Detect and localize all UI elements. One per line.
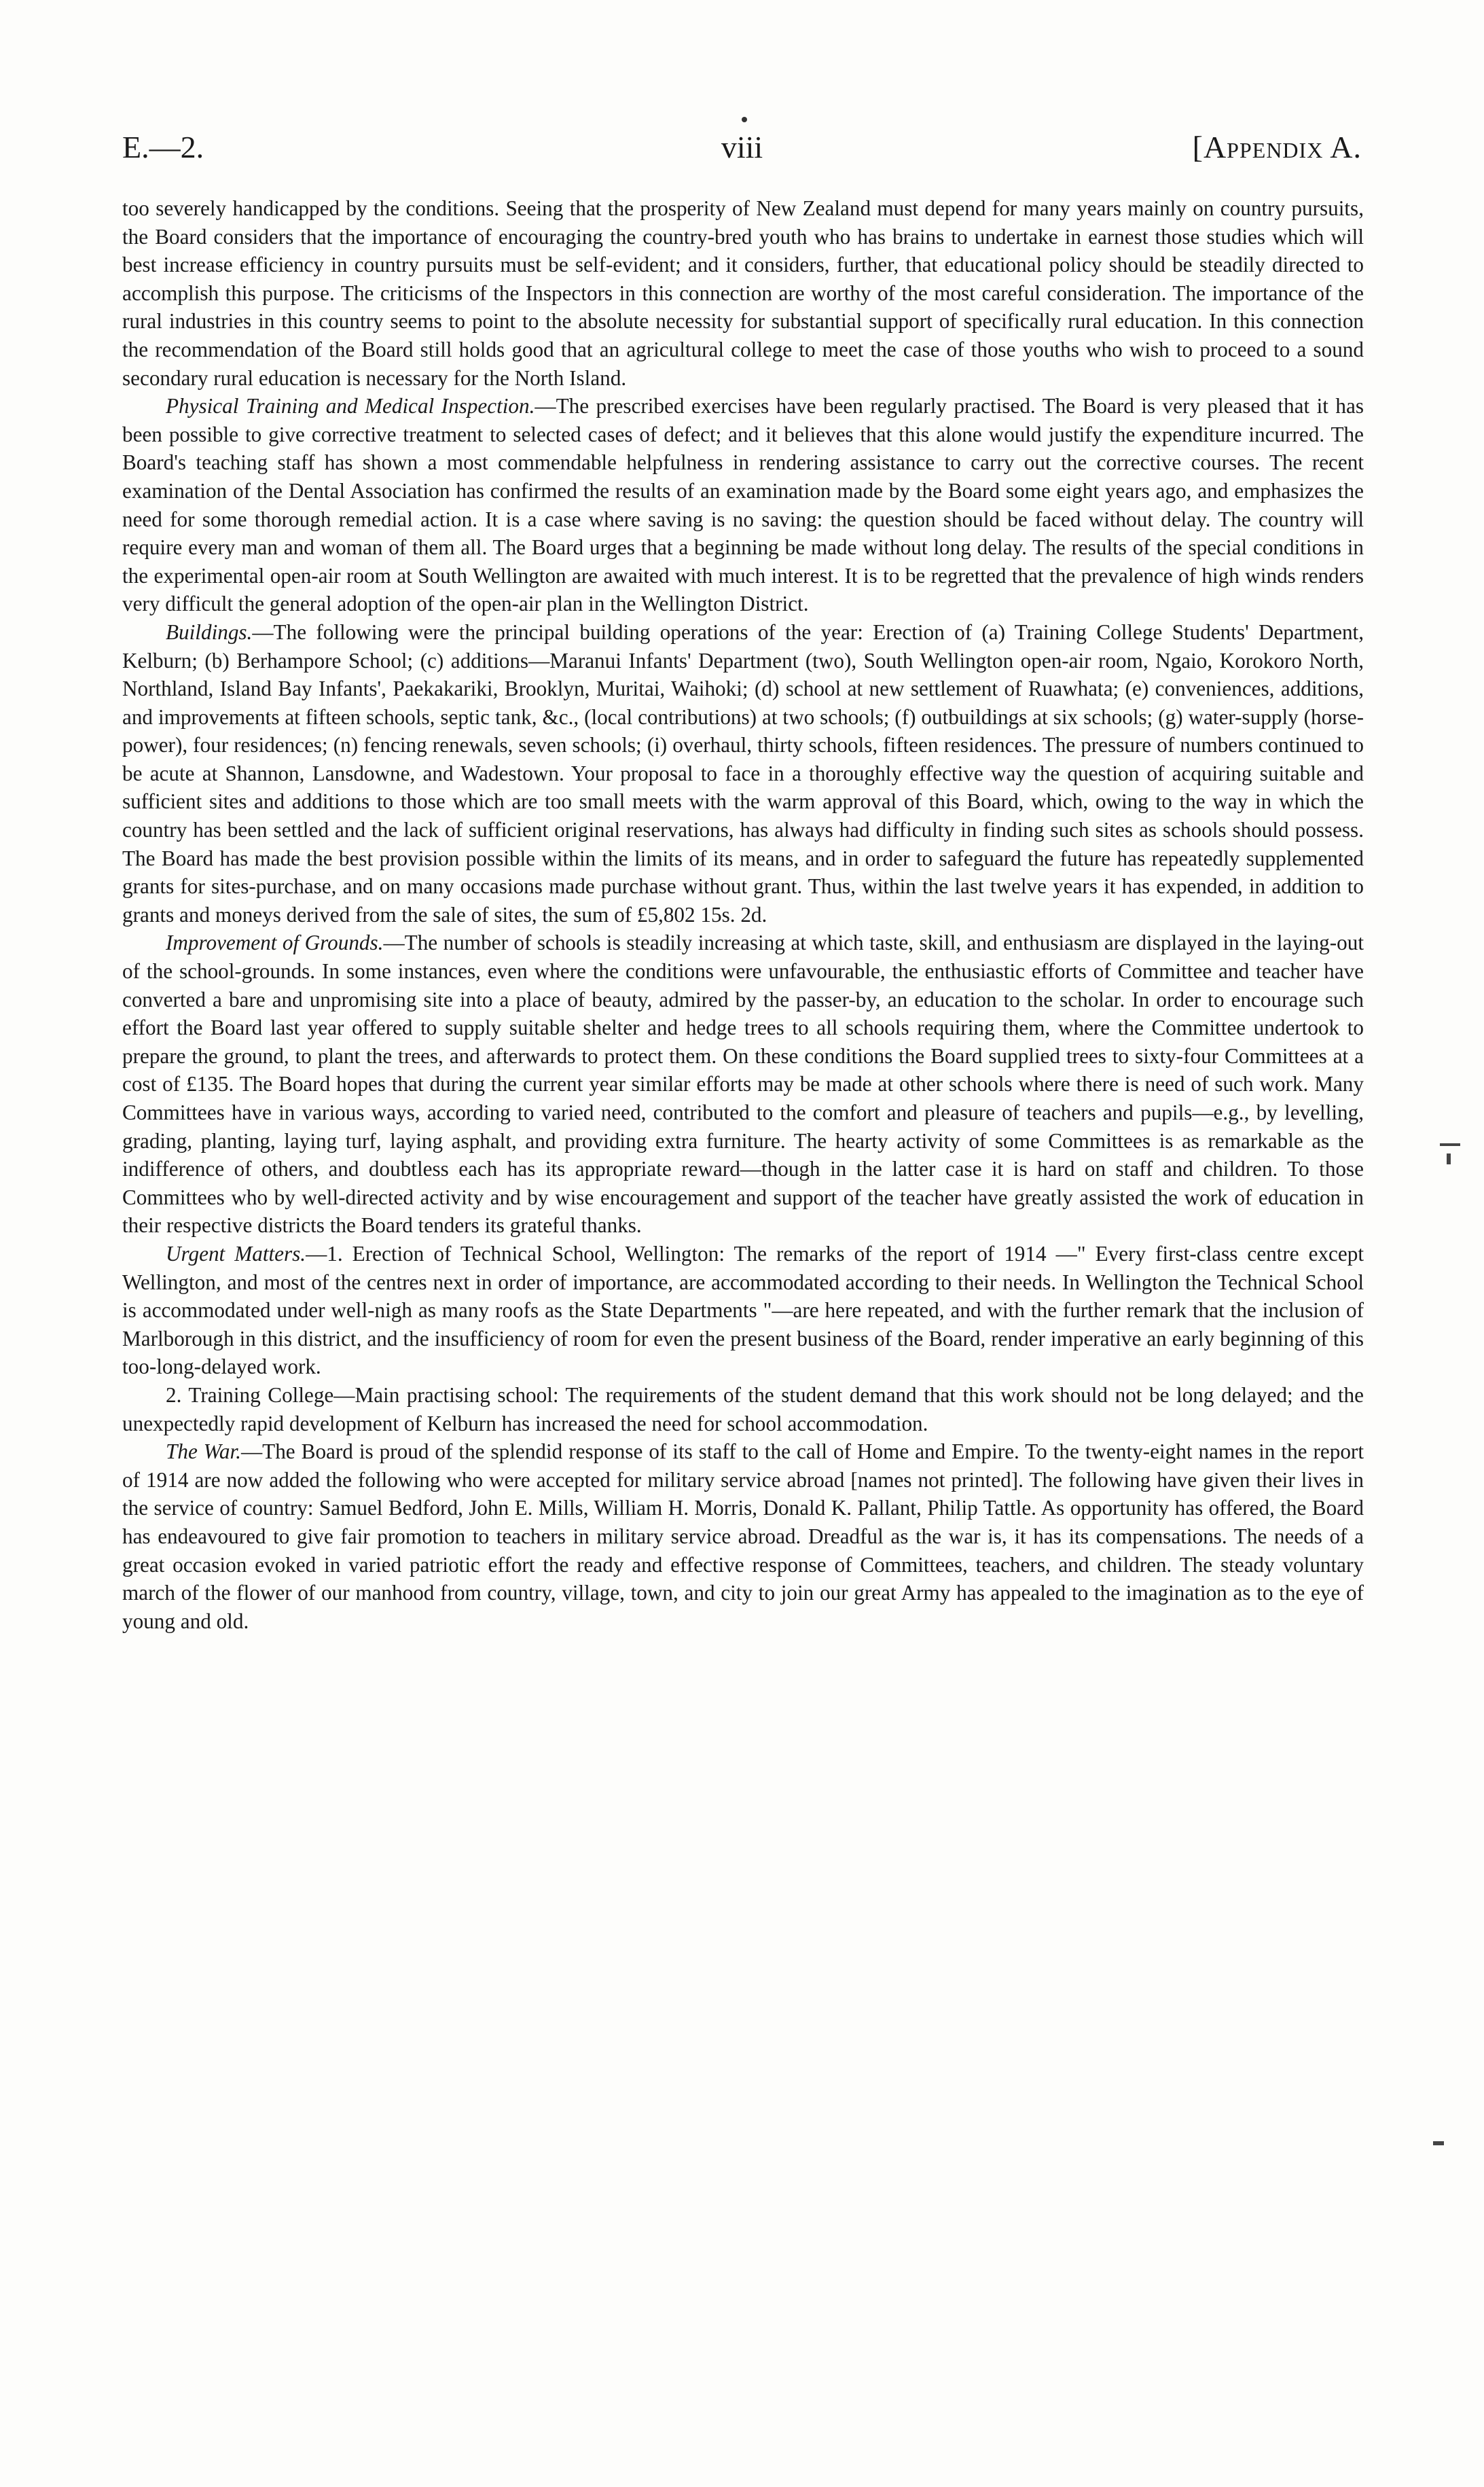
page-number: viii — [721, 130, 763, 164]
section-heading: Urgent Matters. — [166, 1241, 306, 1266]
section-heading: Buildings. — [166, 620, 253, 644]
paragraph-the-war: The War.—The Board is proud of the splendid response of its staff to the call of Home and Empire. To the twenty-eight names in the report of 1914 are now added the following who were accepted for military service abroad [names not printed]. The following have given their lives in the service of country: Samuel Bedford, John E. Mills, William H. Morris, Donald K. Pallant, Philip Tattle. As opportunity has offered, the Board has endeavoured to give fair promotion to teachers in military service abroad. Dreadful as the war is, it has its compensations. The needs of a great occasion evoked in varied patriotic effort the ready and effective response of Committees, teachers, and children. The steady voluntary march of the flower of our manhood from country, village, town, and city to join our great Army has appealed to the imagination as to the eye of young and old. — [122, 1439, 1364, 1633]
page-header — [122, 124, 1362, 171]
paragraph-training-college: 2. Training College—Main practising school: The requirements of the student demand that this work should not be long delayed; and the unexpectedly rapid development of Kelburn has increased the need for school accommodation. — [122, 1382, 1364, 1435]
print-speck — [742, 117, 747, 122]
appendix-label: [Appendix A. — [1192, 130, 1362, 164]
section-heading: The War. — [166, 1439, 241, 1464]
section-heading: Physical Training and Medical Inspection. — [166, 394, 535, 418]
paragraph-buildings: Buildings.—The following were the principal building operations of the year: Erection of (a) Training College Students' Department, Kelburn; (b) Berhampore School; (c) additions—Maranui Infants' Department (two), South Wellington open-air room, Ngaio, Korokoro North, Northland, Island Bay Infants', Paekakariki, Brooklyn, Muritai, Waihoki; (d) school at new settlement of Ruawhata; (e) conveniences, additions, and improvements at fifteen schools, septic tank, &c., (local contributions) at two schools; (f) outbuildings at six schools; (g) water-supply (horse-power), four residences; (n) fencing renewals, seven schools; (i) overhaul, thirty schools, fifteen residences. The pressure of numbers continued to be acute at Shannon, Lansdowne, and Wadestown. Your proposal to face in a thoroughly effective way the question of acquiring suitable and sufficient sites and additions to those which are too small meets with the warm approval of this Board, which, owing to the way in which the country has been settled and the lack of sufficient original reservations, has always had difficulty in finding such sites as schools should possess. The Board has made the best provision possible within the limits of its means, and in order to safeguard the future has repeatedly supplemented grants for sites-purchase, and on many occasions made purchase without grant. Thus, within the last twelve years it has expended, in addition to grants and moneys derived from the sale of sites, the sum of £5,802 15s. 2d. — [122, 620, 1364, 927]
paragraph-improvement-of-grounds: Improvement of Grounds.—The number of schools is steadily increasing at which taste, skill, and enthusiasm are displayed in the laying-out of the school-grounds. In some instances, even where the conditions were unfavourable, the enthusiastic efforts of Committee and teacher have converted a bare and unpromising site into a place of beauty, admired by the passer-by, an education to the scholar. In order to encourage such effort the Board last year offered to supply suitable shelter and hedge trees to all schools requiring them, where the Committee undertook to prepare the ground, to plant the trees, and afterwards to protect them. On these conditions the Board supplied trees to sixty-four Committees at a cost of £135. The Board hopes that during the current year similar efforts may be made at other schools where there is need of such work. Many Committees have in various ways, according to varied need, contributed to the comfort and pleasure of teachers and pupils—e.g., by levelling, grading, planting, laying turf, laying asphalt, and providing extra furniture. The hearty activity of some Committees is as remarkable as the indifference of others, and doubtless each has its appropriate reward—though in the latter case it is hard on staff and children. To those Committees who by well-directed activity and by wise encouragement and support of the teacher have greatly assisted the work of education in their respective districts the Board tenders its grateful thanks. — [122, 931, 1364, 1238]
margin-speck — [1433, 2141, 1444, 2145]
paragraph-urgent-matters: Urgent Matters.—1. Erection of Technical School, Wellington: The remarks of the report of 1914 —" Every first-class centre except Wellington, and most of the centres next in order of importance, are accommodated according to their needs. In Wellington the Technical School is accommodated under well-nigh as many roofs as the State Departments "—are here repeated, and with the further remark that the inclusion of Marlborough in this district, and the insufficiency of room for even the present business of the Board, render imperative an early beginning of this too-long-delayed work. — [122, 1241, 1364, 1379]
margin-speck — [1440, 1143, 1460, 1146]
body-text — [122, 194, 1364, 1635]
paragraph-physical-training: Physical Training and Medical Inspection.—The prescribed exercises have been regularly practised. The Board is very pleased that it has been possible to give corrective treatment to selected cases of defect; and it believes that this alone would justify the expenditure incurred. The Board's teaching staff has shown a most commendable helpfulness in rendering assistance to carry out the corrective courses. The recent examination of the Dental Association has confirmed the results of an examination made by the Board some eight years ago, and emphasizes the need for some thorough remedial action. It is a case where saving is no saving: the question should be faced without delay. The country will require every man and woman of them all. The Board urges that a beginning be made without long delay. The results of the special conditions in the experimental open-air room at South Wellington are awaited with much interest. It is to be regretted that the prevalence of high winds renders very difficult the general adoption of the open-air plan in the Wellington District. — [122, 394, 1364, 616]
margin-speck — [1447, 1153, 1451, 1164]
paragraph-continuation: too severely handicapped by the conditions. Seeing that the prosperity of New Zealand must depend for many years mainly on country pursuits, the Board considers that the importance of encouraging the country-bred youth who has brains to undertake in earnest those studies which will best increase efficiency in country pursuits must be self-evident; and it considers, further, that educational policy should be steadily directed to accomplish this purpose. The criticisms of the Inspectors in this connection are worthy of the most careful consideration. The importance of the rural industries in this country seems to point to the absolute necessity for substantial support of specifically rural education. In this connection the recommendation of the Board still holds good that an agricultural college to meet the case of those youths who wish to proceed to a sound secondary rural education is necessary for the North Island. — [122, 196, 1364, 390]
report-reference: E.—2. — [122, 130, 204, 164]
section-heading: Improvement of Grounds. — [166, 931, 384, 955]
